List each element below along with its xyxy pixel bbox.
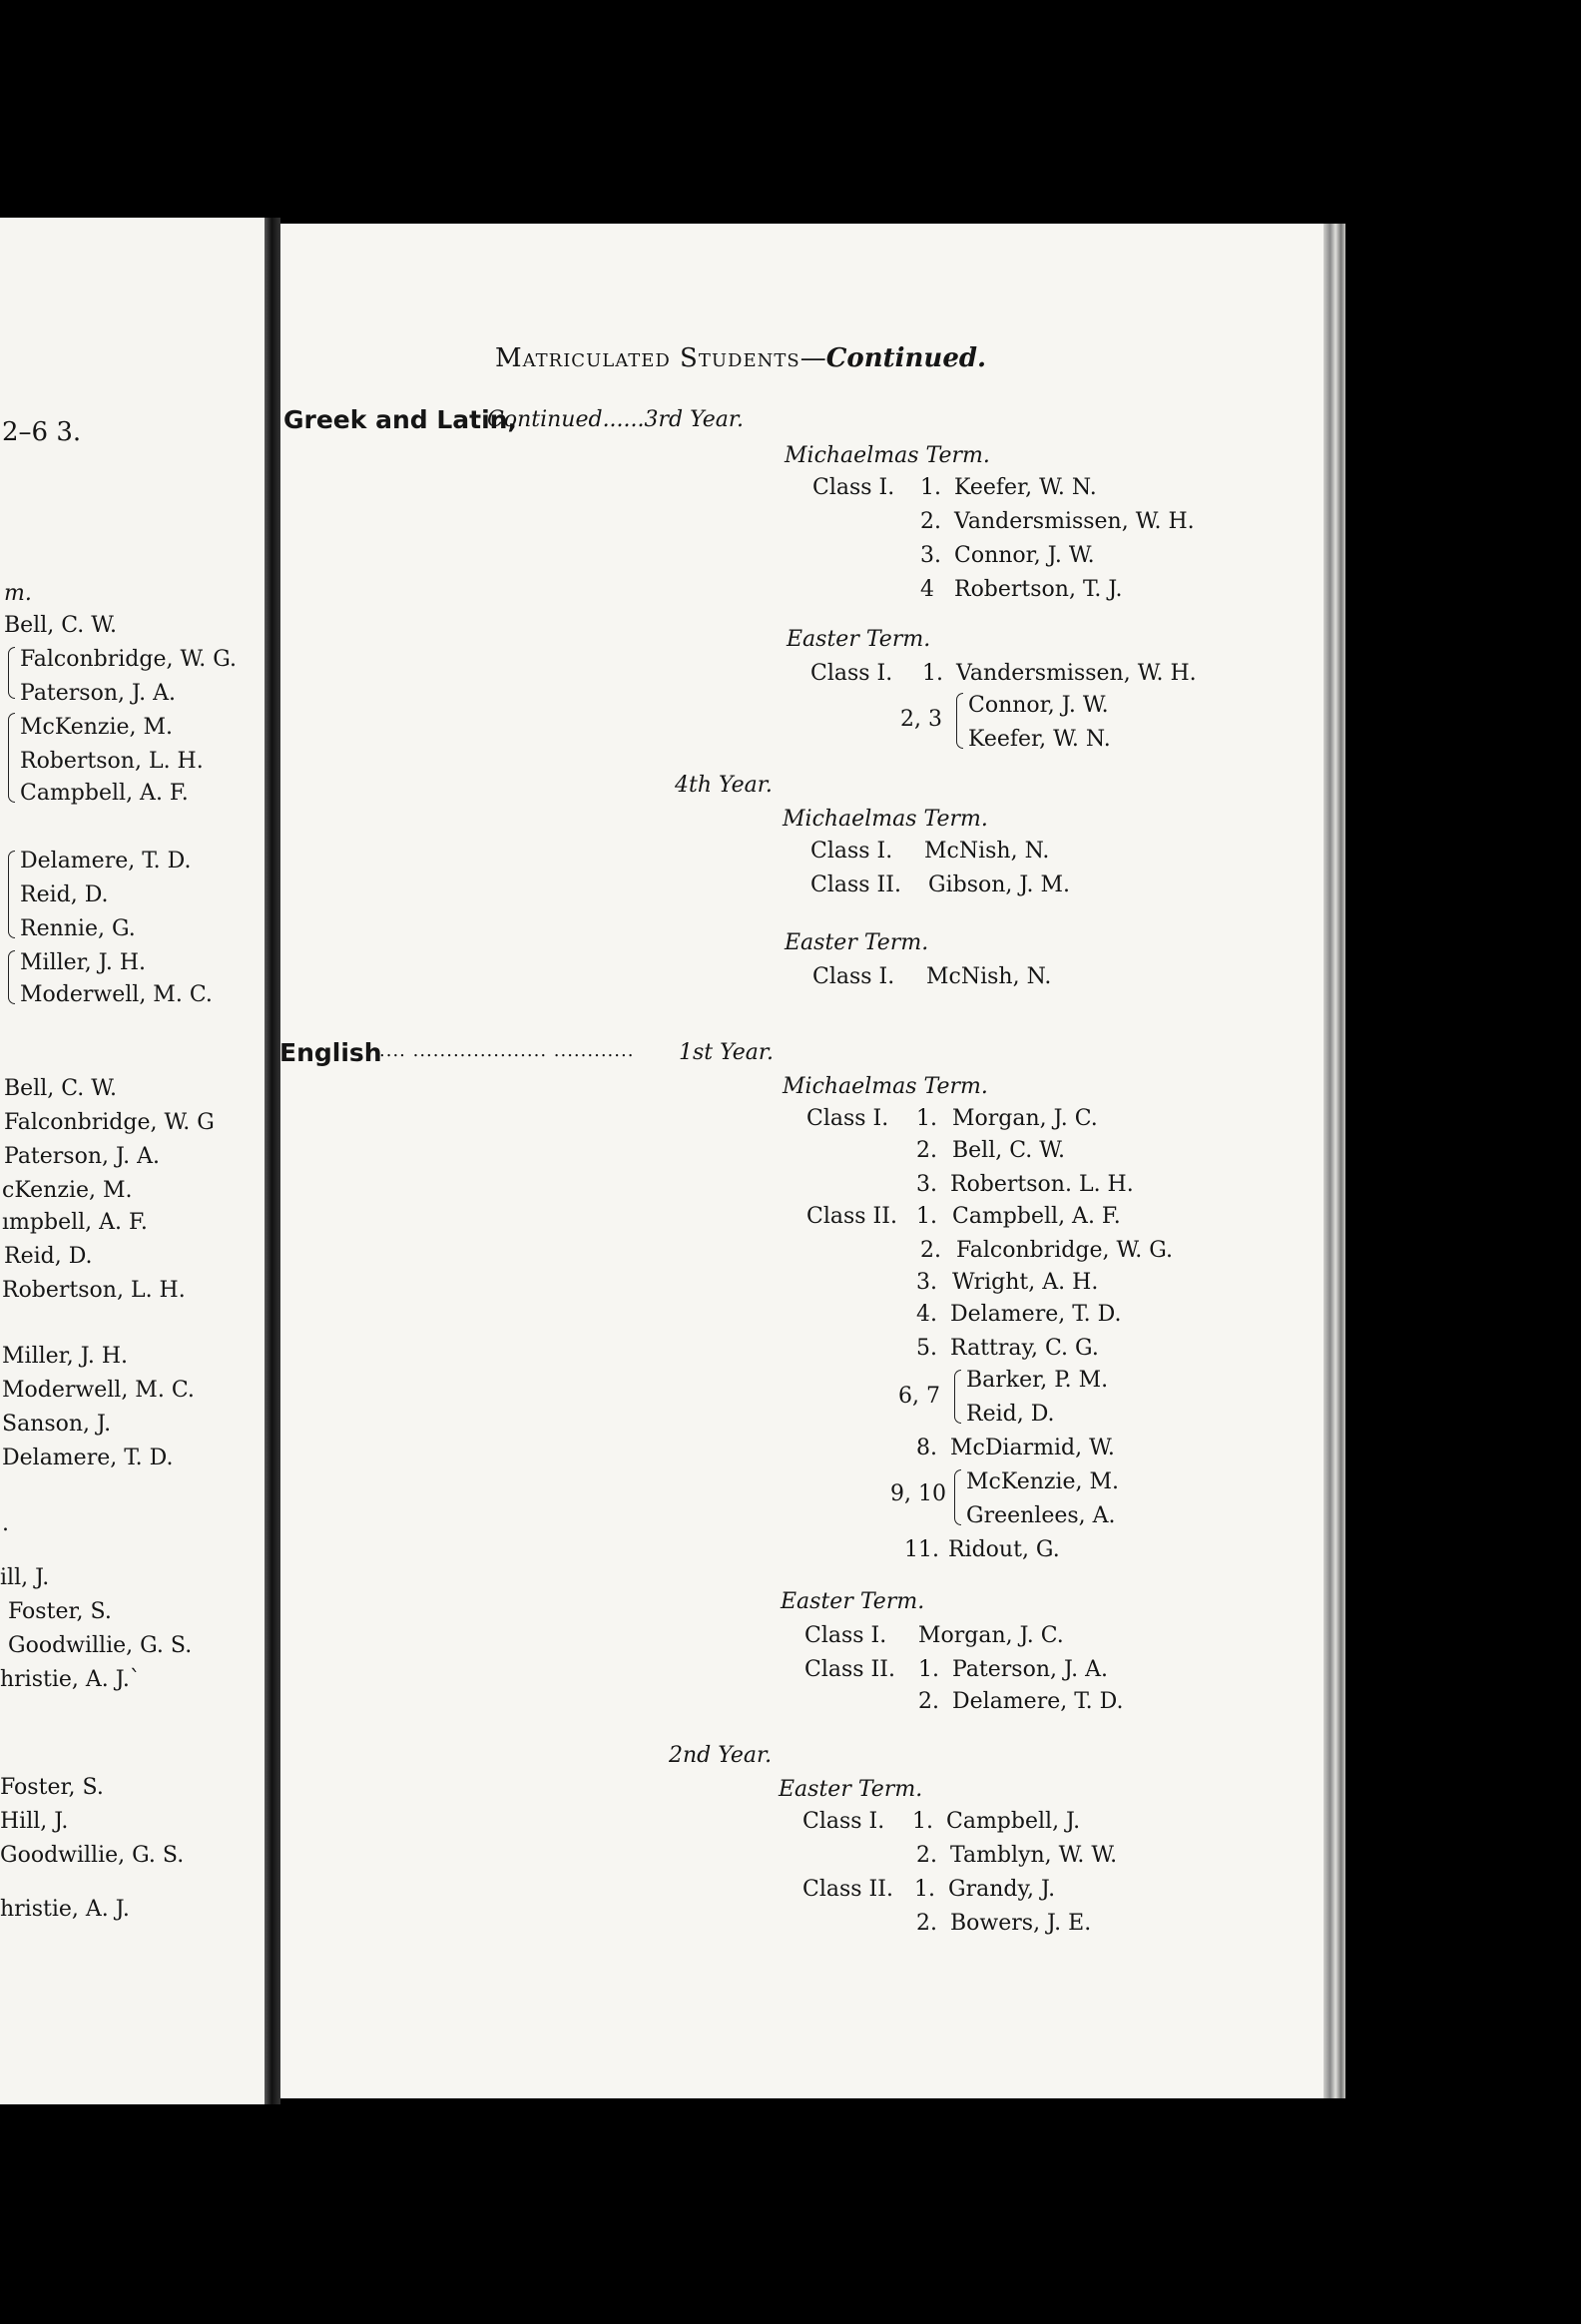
tie-brace [954,1469,961,1525]
year-heading: 4th Year. [675,773,773,798]
student-name: Grandy, J. [948,1877,1056,1902]
student-name: Falconbridge, W. G. [956,1238,1174,1263]
rank-number: 2. [920,509,941,534]
left-entry: Foster, S. [0,1775,104,1800]
left-dot: . [2,1511,9,1536]
dot-leader: .... .................... ............ [379,1040,635,1061]
header-continued: Continued. [825,343,987,373]
rank-number: 5. [916,1336,937,1361]
student-name: Robertson, T. J. [954,577,1123,602]
student-name: Delamere, T. D. [950,1302,1122,1327]
left-entry: Bell, C. W. [4,1076,118,1101]
subject-greek-latin: Greek and Latin, [283,405,517,434]
page-header [495,345,986,371]
student-name: Paterson, J. A. [952,1657,1108,1682]
rank-number: 1. [916,1204,937,1229]
class-label: Class II. [802,1877,893,1902]
class-label: Class I. [806,1106,889,1131]
class-label: Class I. [802,1809,885,1834]
left-entry: Miller, J. H. [20,950,147,975]
student-name: Vandersmissen, W. H. [954,509,1195,534]
left-entry: Delamere, T. D. [2,1446,174,1470]
class-label: Class I. [810,839,893,864]
class-label: Class I. [810,661,893,686]
left-entry: Reid, D. [4,1244,93,1269]
student-name: Campbell, A. F. [952,1204,1121,1229]
tie-brace [956,693,963,749]
subject-english: English [279,1038,382,1067]
rank-number: 3. [916,1270,937,1295]
tie-rank: 6, 7 [898,1384,940,1409]
student-name: McNish, N. [926,964,1052,989]
left-entry: Delamere, T. D. [20,849,192,873]
left-entry: Robertson, L. H. [20,749,204,774]
rank-number: 4. [916,1302,937,1327]
tie-rank: 2, 3 [900,707,942,732]
term-heading: Easter Term. [785,930,929,955]
student-name: Reid, D. [966,1402,1055,1427]
book-gutter [264,218,280,2104]
page-edge [1323,224,1345,2098]
student-name: Connor, J. W. [968,693,1109,718]
left-brace [8,950,15,1004]
student-name: Bowers, J. E. [950,1911,1092,1936]
student-name: Ridout, G. [948,1537,1060,1562]
left-term-fragment: m. [4,581,32,606]
tie-brace [954,1370,961,1424]
rank-number: 11. [904,1537,939,1562]
left-entry: Hill, J. [0,1809,69,1834]
left-entry: Rennie, G. [20,916,136,941]
left-brace [8,713,15,803]
left-entry: ımpbell, A. F. [2,1210,148,1235]
class-label: Class I. [812,475,895,500]
left-entry: Foster, S. [8,1599,112,1624]
student-name: Wright, A. H. [952,1270,1099,1295]
left-entry: Falconbridge, W. G. [20,647,238,672]
rank-number: 2. [920,1238,941,1263]
left-entry: hristie, A. J.` [0,1667,141,1692]
left-brace [8,647,15,699]
rank-number: 2. [916,1911,937,1936]
term-heading: Michaelmas Term. [783,807,988,832]
class-label: Class I. [812,964,895,989]
left-entry: Paterson, J. A. [20,681,176,706]
student-name: Vandersmissen, W. H. [956,661,1197,686]
rank-number: 2. [916,1138,937,1163]
rank-number: 3. [916,1172,937,1197]
left-entry: ill, J. [0,1565,50,1590]
student-name: Keefer, W. N. [954,475,1097,500]
rank-number: 1. [918,1657,939,1682]
left-entry: Moderwell, M. C. [2,1378,195,1403]
student-name: Connor, J. W. [954,543,1095,568]
header-dash: — [799,343,826,373]
left-entry: Falconbridge, W. G [4,1110,215,1135]
rank-number: 1. [916,1106,937,1131]
left-entry: Paterson, J. A. [4,1144,160,1169]
left-entry: Reid, D. [20,882,109,907]
left-entry: Bell, C. W. [4,613,118,638]
left-brace [8,851,15,938]
student-name: Keefer, W. N. [968,727,1111,752]
year-heading: 2nd Year. [669,1743,773,1768]
left-entry: Moderwell, M. C. [20,982,213,1007]
year-heading: 1st Year. [679,1040,774,1065]
left-entry: Robertson, L. H. [2,1278,186,1303]
left-entry: Miller, J. H. [2,1344,129,1369]
left-entry: Goodwillie, G. S. [8,1633,193,1658]
class-label: Class II. [810,872,901,897]
student-name: Tamblyn, W. W. [950,1843,1118,1868]
student-name: McNish, N. [924,839,1050,864]
rank-number: 1. [914,1877,935,1902]
student-name: Robertson. L. H. [950,1172,1134,1197]
student-name: Morgan, J. C. [918,1623,1064,1648]
left-entry: Goodwillie, G. S. [0,1843,185,1868]
student-name: McDiarmid, W. [950,1436,1115,1460]
student-name: Bell, C. W. [952,1138,1066,1163]
left-entry: McKenzie, M. [20,715,174,740]
rank-number: 3. [920,543,941,568]
left-year-fragment: 2–6 3. [2,417,82,447]
left-entry: cKenzie, M. [2,1178,133,1203]
term-heading: Michaelmas Term. [785,443,990,468]
term-heading: Michaelmas Term. [783,1074,988,1099]
tie-rank: 9, 10 [890,1481,946,1506]
student-name: McKenzie, M. [966,1469,1120,1494]
left-entry: hristie, A. J. [0,1897,130,1922]
left-entry: Campbell, A. F. [20,781,189,806]
header-main: Matriculated Students [495,343,800,373]
rank-number: 2. [918,1689,939,1714]
student-name: Campbell, J. [946,1809,1081,1834]
student-name: Delamere, T. D. [952,1689,1124,1714]
rank-number: 1. [920,475,941,500]
student-name: Rattray, C. G. [950,1336,1099,1361]
class-label: Class II. [804,1657,895,1682]
rank-number: 8. [916,1436,937,1460]
rank-number: 2. [916,1843,937,1868]
rank-number: 1. [912,1809,933,1834]
student-name: Gibson, J. M. [928,872,1071,897]
student-name: Barker, P. M. [966,1368,1109,1393]
left-entry: Sanson, J. [2,1412,112,1437]
rank-number: 4 [920,577,934,602]
greek-continued-3rd-year: Continued......3rd Year. [487,407,744,432]
rank-number: 1. [922,661,943,686]
term-heading: Easter Term. [779,1777,923,1802]
student-name: Morgan, J. C. [952,1106,1098,1131]
student-name: Greenlees, A. [966,1503,1116,1528]
term-heading: Easter Term. [781,1589,925,1614]
class-label: Class I. [804,1623,887,1648]
term-heading: Easter Term. [787,627,931,652]
class-label: Class II. [806,1204,897,1229]
